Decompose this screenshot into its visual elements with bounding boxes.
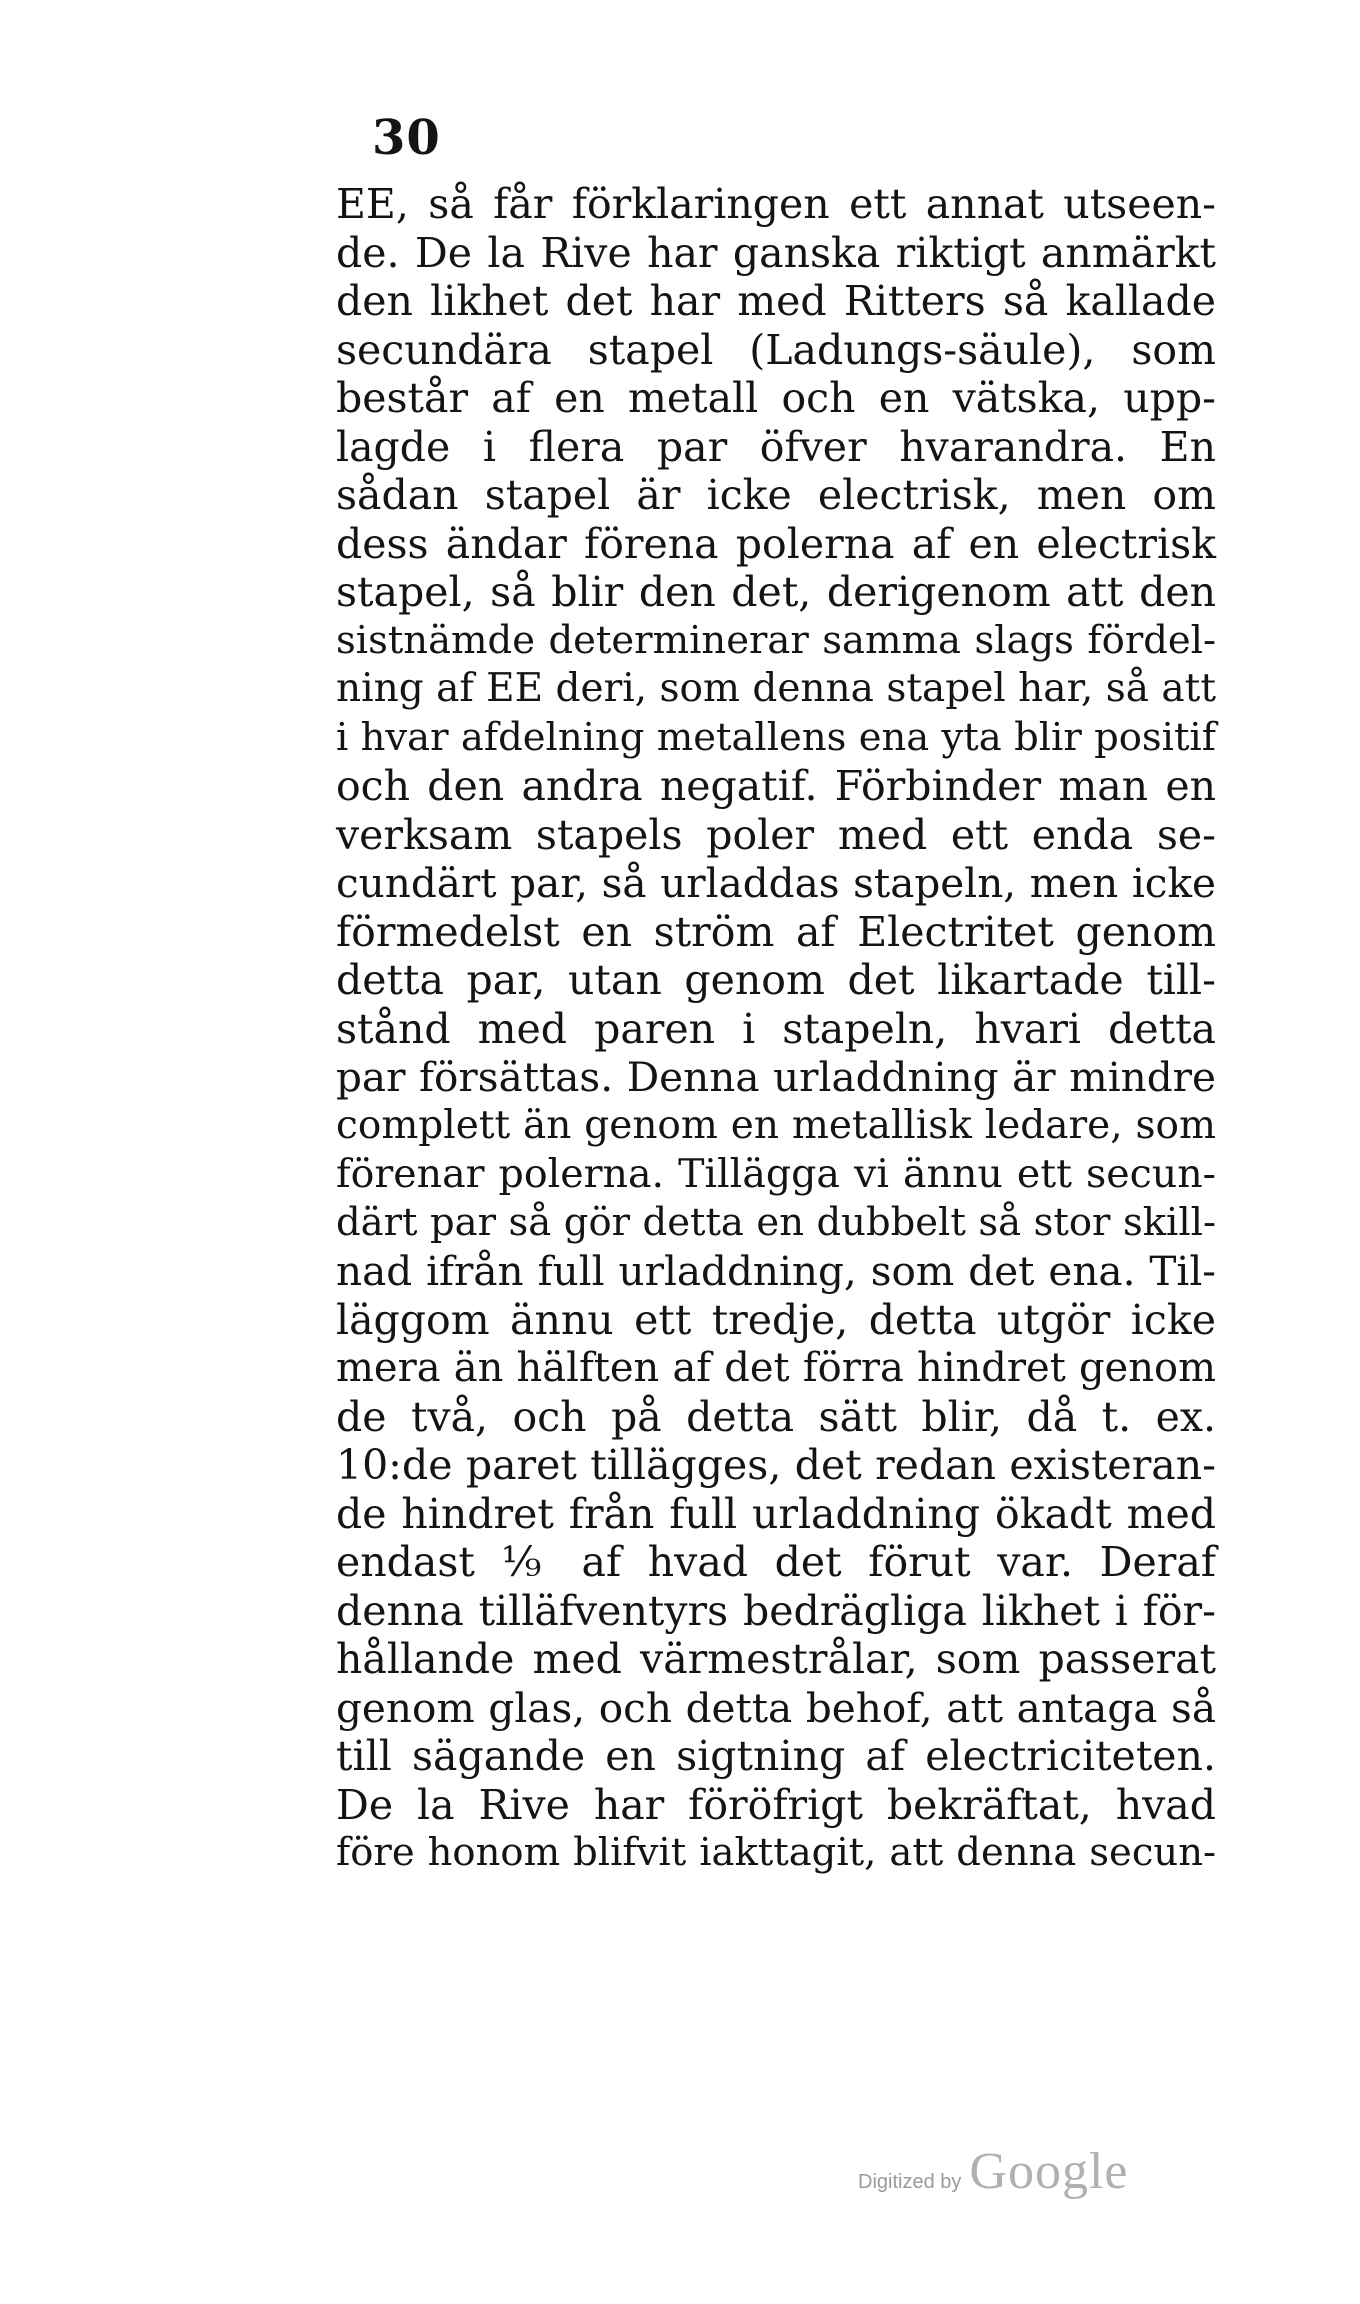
text-line: till sägande en sigtning af electriciteten. (336, 1732, 1216, 1780)
text-line: hållande med värmestrålar, som passerat (336, 1635, 1216, 1683)
text-line: endast ⅑ af hvad det förut var. Deraf (336, 1538, 1216, 1586)
text-line: förenar polerna. Tillägga vi ännu ett secun- (336, 1151, 1216, 1197)
text-line: stånd med paren i stapeln, hvari detta (336, 1004, 1216, 1053)
text-line: De la Rive har föröfrigt bekräftat, hvad (336, 1780, 1216, 1829)
text-line: 10:de paret tillägges, det redan existeran- (336, 1441, 1216, 1489)
text-line: secundära stapel (Ladungs-säule), som (336, 325, 1216, 374)
text-line: de hindret från full urladdning ökadt med (336, 1489, 1216, 1538)
text-line: förmedelst en ström af Electritet genom (336, 907, 1216, 956)
text-line: läggom ännu ett tredje, detta utgör icke (336, 1295, 1216, 1344)
text-line: består af en metall och en vätska, upp- (336, 374, 1216, 422)
text-line: genom glas, och detta behof, att antaga så (336, 1683, 1216, 1732)
text-line: par försättas. Denna urladdning är mindre (336, 1053, 1216, 1101)
text-line: denna tilläfventyrs bedrägliga likhet i för- (336, 1586, 1216, 1635)
text-line: ning af EE deri, som denna stapel har, så att (336, 666, 1216, 711)
text-line: därt par så gör detta en dubbelt så stor skill- (336, 1199, 1216, 1245)
text-line: den likhet det har med Ritters så kallade (336, 277, 1216, 325)
text-line: dess ändar förena polerna af en electrisk (336, 519, 1216, 568)
text-line: de två, och på detta sätt blir, då t. ex. (336, 1392, 1216, 1441)
text-line: mera än hälften af det förra hindret genom (336, 1345, 1216, 1391)
text-line: complett än genom en metallisk ledare, som (336, 1102, 1216, 1148)
text-line: och den andra negatif. Förbinder man en (336, 762, 1216, 810)
text-line: sistnämde determinerar samma slags fördel- (336, 617, 1216, 663)
text-line: cundärt par, så urladdas stapeln, men icke (336, 859, 1216, 907)
text-line: sådan stapel är icke electrisk, men om (336, 471, 1216, 519)
text-line: verksam stapels poler med ett enda se- (336, 810, 1216, 859)
text-line: nad ifrån full urladdning, som det ena. Til- (336, 1247, 1216, 1295)
text-line: i hvar afdelning metallens ena yta blir positif (336, 714, 1216, 760)
page-number: 30 (372, 110, 441, 166)
text-line: de. De la Rive har ganska riktigt anmärkt (336, 228, 1216, 277)
body-text (336, 180, 1216, 1878)
digitized-watermark (858, 2142, 1128, 2201)
google-logo: Google (969, 2143, 1129, 2200)
text-line: EE, så får förklaringen ett annat utseen- (336, 180, 1216, 228)
text-line: före honom blifvit iakttagit, att denna secun- (336, 1830, 1216, 1875)
digitized-by-label: Digitized by (858, 2171, 962, 2193)
text-line: lagde i flera par öfver hvarandra. En (336, 422, 1216, 471)
text-line: detta par, utan genom det likartade till- (336, 956, 1216, 1004)
text-line: stapel, så blir den det, derigenom att den (336, 568, 1216, 616)
